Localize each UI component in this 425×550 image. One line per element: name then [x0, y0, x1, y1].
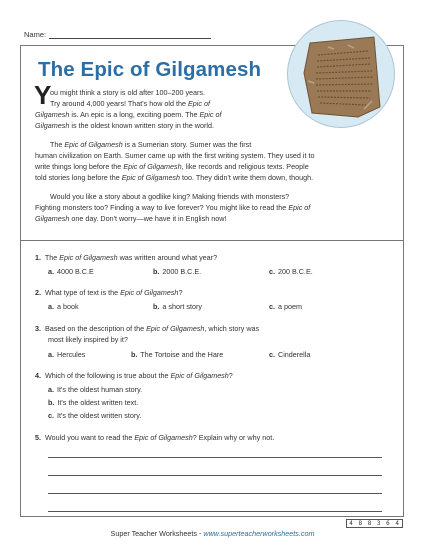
text: was written around what year? — [117, 253, 218, 262]
intro-p2-line4 — [35, 172, 313, 183]
epic-title: Epic of — [199, 110, 222, 119]
option-text: Cinderella — [278, 350, 311, 359]
option-text: It's the oldest written story. — [57, 411, 142, 420]
text: Try around 4,000 years! That's how old the — [50, 99, 189, 108]
q3-option-a[interactable] — [48, 349, 85, 360]
question-number: 1. — [35, 253, 41, 262]
footer — [0, 529, 425, 538]
text: told stories long before the — [35, 173, 122, 182]
text: is. An epic is a long, exciting poem. The — [69, 110, 200, 119]
option-letter: a. — [48, 350, 54, 359]
q2-option-a[interactable] — [48, 301, 79, 312]
epic-title: Epic of Gilgamesh — [121, 173, 181, 182]
epic-title: Epic of — [288, 203, 311, 212]
q1-option-a[interactable] — [48, 266, 94, 277]
text: Would you want to read the — [45, 433, 135, 442]
epic-title: Gilgamesh — [35, 110, 70, 119]
text: too. They didn't write them down, though. — [180, 173, 314, 182]
text: What type of text is the — [45, 288, 121, 297]
text: write things long before the — [35, 162, 124, 171]
text: ? Explain why or why not. — [192, 433, 275, 442]
text: Based on the description of the — [45, 324, 147, 333]
answer-line[interactable] — [48, 511, 382, 512]
text: is a Sumerian story. Sumer was the first — [122, 140, 252, 149]
option-letter: c. — [48, 411, 54, 420]
name-field-line[interactable] — [49, 30, 211, 39]
intro-p1-line3 — [35, 109, 221, 120]
question-3-line2 — [48, 334, 128, 345]
intro-p2-line3 — [35, 161, 309, 172]
option-letter: b. — [131, 350, 138, 359]
text: most likely inspired by it? — [48, 335, 128, 344]
intro-p1-line1 — [50, 87, 205, 98]
q4-option-c[interactable] — [48, 410, 141, 421]
option-text: 4000 B.C.E — [57, 267, 94, 276]
option-text: 2000 B.C.E. — [162, 267, 202, 276]
question-4 — [35, 370, 233, 381]
option-text: The Tortoise and the Hare — [140, 350, 224, 359]
answer-line[interactable] — [48, 457, 382, 458]
name-label: Name: — [24, 30, 47, 39]
q2-option-b[interactable] — [153, 301, 202, 312]
question-number: 2. — [35, 288, 41, 297]
option-letter: a. — [48, 385, 54, 394]
q1-option-b[interactable] — [153, 266, 201, 277]
text: The — [50, 140, 65, 149]
page-title: The Epic of Gilgamesh — [38, 58, 262, 81]
option-letter: b. — [153, 267, 160, 276]
section-divider — [20, 240, 404, 241]
text: ? — [178, 288, 183, 297]
drop-cap: Y — [34, 80, 52, 110]
question-3 — [35, 323, 259, 334]
epic-title: Epic of Gilgamesh — [64, 140, 123, 149]
option-letter: a. — [48, 302, 54, 311]
option-text: a short story — [162, 302, 202, 311]
name-row — [24, 30, 211, 39]
option-text: Hercules — [57, 350, 86, 359]
option-text: It's the oldest written text. — [57, 398, 139, 407]
text: , which story was — [204, 324, 260, 333]
text: human civilization on Earth. Sumer came up with the first writing system. They used it to — [35, 151, 315, 160]
option-letter: b. — [48, 398, 55, 407]
epic-title: Epic of — [188, 99, 210, 108]
q3-option-c[interactable] — [269, 349, 310, 360]
epic-title: Gilgamesh — [35, 214, 70, 223]
epic-title: Epic of Gilgamesh — [59, 253, 118, 262]
question-2 — [35, 287, 182, 298]
option-letter: a. — [48, 267, 54, 276]
epic-title: Epic of Gilgamesh — [123, 162, 182, 171]
question-5 — [35, 432, 274, 443]
text: ? — [228, 371, 233, 380]
footer-url-link[interactable]: www.superteacherworksheets.com — [203, 529, 315, 538]
epic-title: Epic of Gilgamesh — [120, 288, 179, 297]
epic-title: Gilgamesh — [35, 121, 70, 130]
question-number: 4. — [35, 371, 41, 380]
q4-option-a[interactable] — [48, 384, 142, 395]
question-1 — [35, 252, 217, 263]
q3-option-b[interactable] — [131, 349, 223, 360]
text: is the oldest known written story in the world. — [69, 121, 214, 130]
text: The — [44, 253, 60, 262]
text: Which of the following is true about the — [45, 371, 171, 380]
q1-option-c[interactable] — [269, 266, 313, 277]
intro-p3-line1 — [50, 191, 289, 202]
intro-p1-line4 — [35, 120, 214, 131]
epic-title: Epic of Gilgamesh — [170, 371, 229, 380]
intro-p2-line2 — [35, 150, 315, 161]
text: ou might think a story is old after 100–200 years. — [50, 88, 206, 97]
intro-p2-line1 — [50, 139, 251, 150]
worksheet-code: 4 8 8 3 6 4 — [346, 519, 403, 528]
q4-option-b[interactable] — [48, 397, 138, 408]
intro-p3-line3 — [35, 213, 226, 224]
clay-tablet-icon — [288, 21, 396, 129]
question-number: 5. — [35, 433, 41, 442]
answer-line[interactable] — [48, 475, 382, 476]
intro-p1-line2 — [50, 98, 210, 109]
text: Fighting monsters too? Finding a way to live forever? You might like to read the — [35, 203, 289, 212]
text: Would you like a story about a godlike king? Making friends with monsters? — [50, 192, 290, 201]
text: , like records and religious texts. People — [181, 162, 309, 171]
intro-p3-line2 — [35, 202, 310, 213]
option-letter: b. — [153, 302, 160, 311]
text: one day. Don't worry—we have it in English now! — [69, 214, 227, 223]
option-text: It's the oldest human story. — [57, 385, 143, 394]
tablet-image — [287, 20, 395, 128]
epic-title: Epic of Gilgamesh — [134, 433, 193, 442]
option-text: a poem — [278, 302, 302, 311]
answer-line[interactable] — [48, 493, 382, 494]
option-text: 200 B.C.E. — [278, 267, 313, 276]
footer-brand: Super Teacher Worksheets - — [110, 529, 204, 538]
epic-title: Epic of Gilgamesh — [146, 324, 205, 333]
option-letter: c. — [269, 267, 275, 276]
option-letter: c. — [269, 350, 275, 359]
question-number: 3. — [35, 324, 41, 333]
option-text: a book — [57, 302, 79, 311]
q2-option-c[interactable] — [269, 301, 302, 312]
option-letter: c. — [269, 302, 275, 311]
